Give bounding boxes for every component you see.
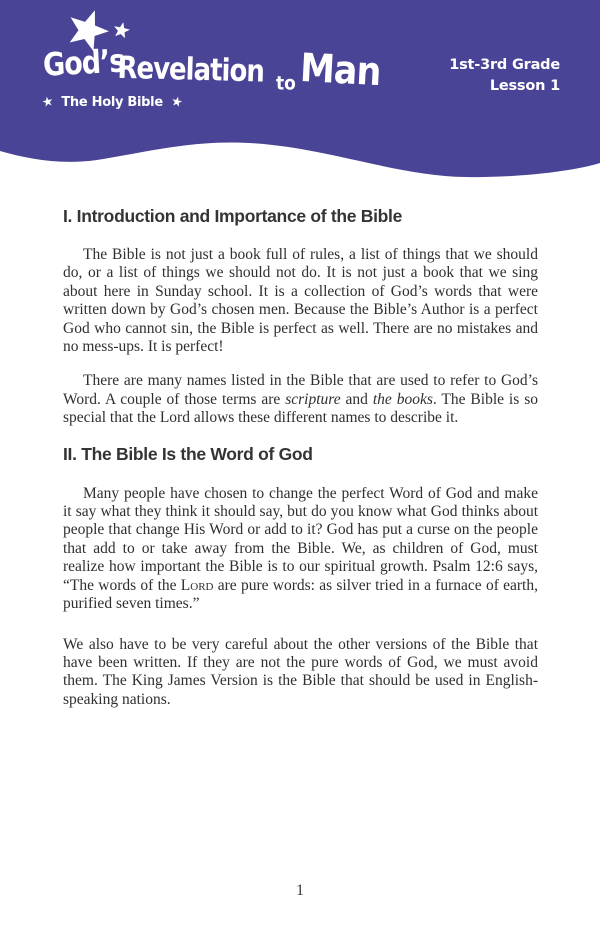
section-2-heading: II. The Bible Is the Word of God — [63, 443, 313, 464]
paragraph: Many people have chosen to change the perfect Word of God and make it say what they think it should say, but do you know what God thinks about people that change His Word or add to it? God has put a curse on the people that add to or take away from the Bible. We, as children of God, must realize how important the Bible is to our spiritual growth. Psalm 12:6 says, “The words of the Lord are pure words: as silver tried in a furnace of earth, purified seven times.” — [63, 484, 538, 613]
lesson-label: Lesson 1 — [489, 78, 560, 94]
lesson-subtitle — [42, 95, 182, 110]
star-icon: ★ — [169, 93, 184, 112]
page-number: 1 — [296, 882, 304, 899]
star-icon: ★ — [40, 93, 55, 112]
paragraph: The Bible is not just a book full of rules, a list of things that we should do, or a list of things we should not do. It is not just a book that we sing about here in Sunday school. It is a collection of God’s words that were written down by God’s chosen men. Because the Bible’s Author is a perfect God who cannot sin, the Bible is perfect as well. There are no mistakes and no mess-ups. It is perfect! — [63, 246, 538, 356]
paragraph: There are many names listed in the Bible that are used to refer to God’s Word. A couple of those terms are scripture and the books. The Bible is so special that the Lord allows these different names to describe it. — [63, 372, 538, 427]
section-1-heading: I. Introduction and Importance of the Bible — [63, 206, 403, 226]
title-word-revelation: Revelation — [117, 50, 265, 90]
grade-label: 1st-3rd Grade — [449, 57, 560, 73]
header-banner — [0, 0, 600, 180]
title-word-to: to — [276, 73, 296, 95]
paragraph: We also have to be very careful about the other versions of the Bible that have been written. If they are not the pure words of God, we must avoid them. The King James Version is the Bible that should be used in English-speaking nations. — [63, 635, 538, 708]
subtitle-text: The Holy Bible — [61, 95, 163, 110]
small-star-icon — [111, 20, 131, 40]
lesson-content — [63, 206, 538, 725]
grade-lesson-info — [449, 55, 560, 97]
title-word-gods: God’s — [42, 43, 126, 84]
title-word-man: Man — [299, 46, 382, 96]
